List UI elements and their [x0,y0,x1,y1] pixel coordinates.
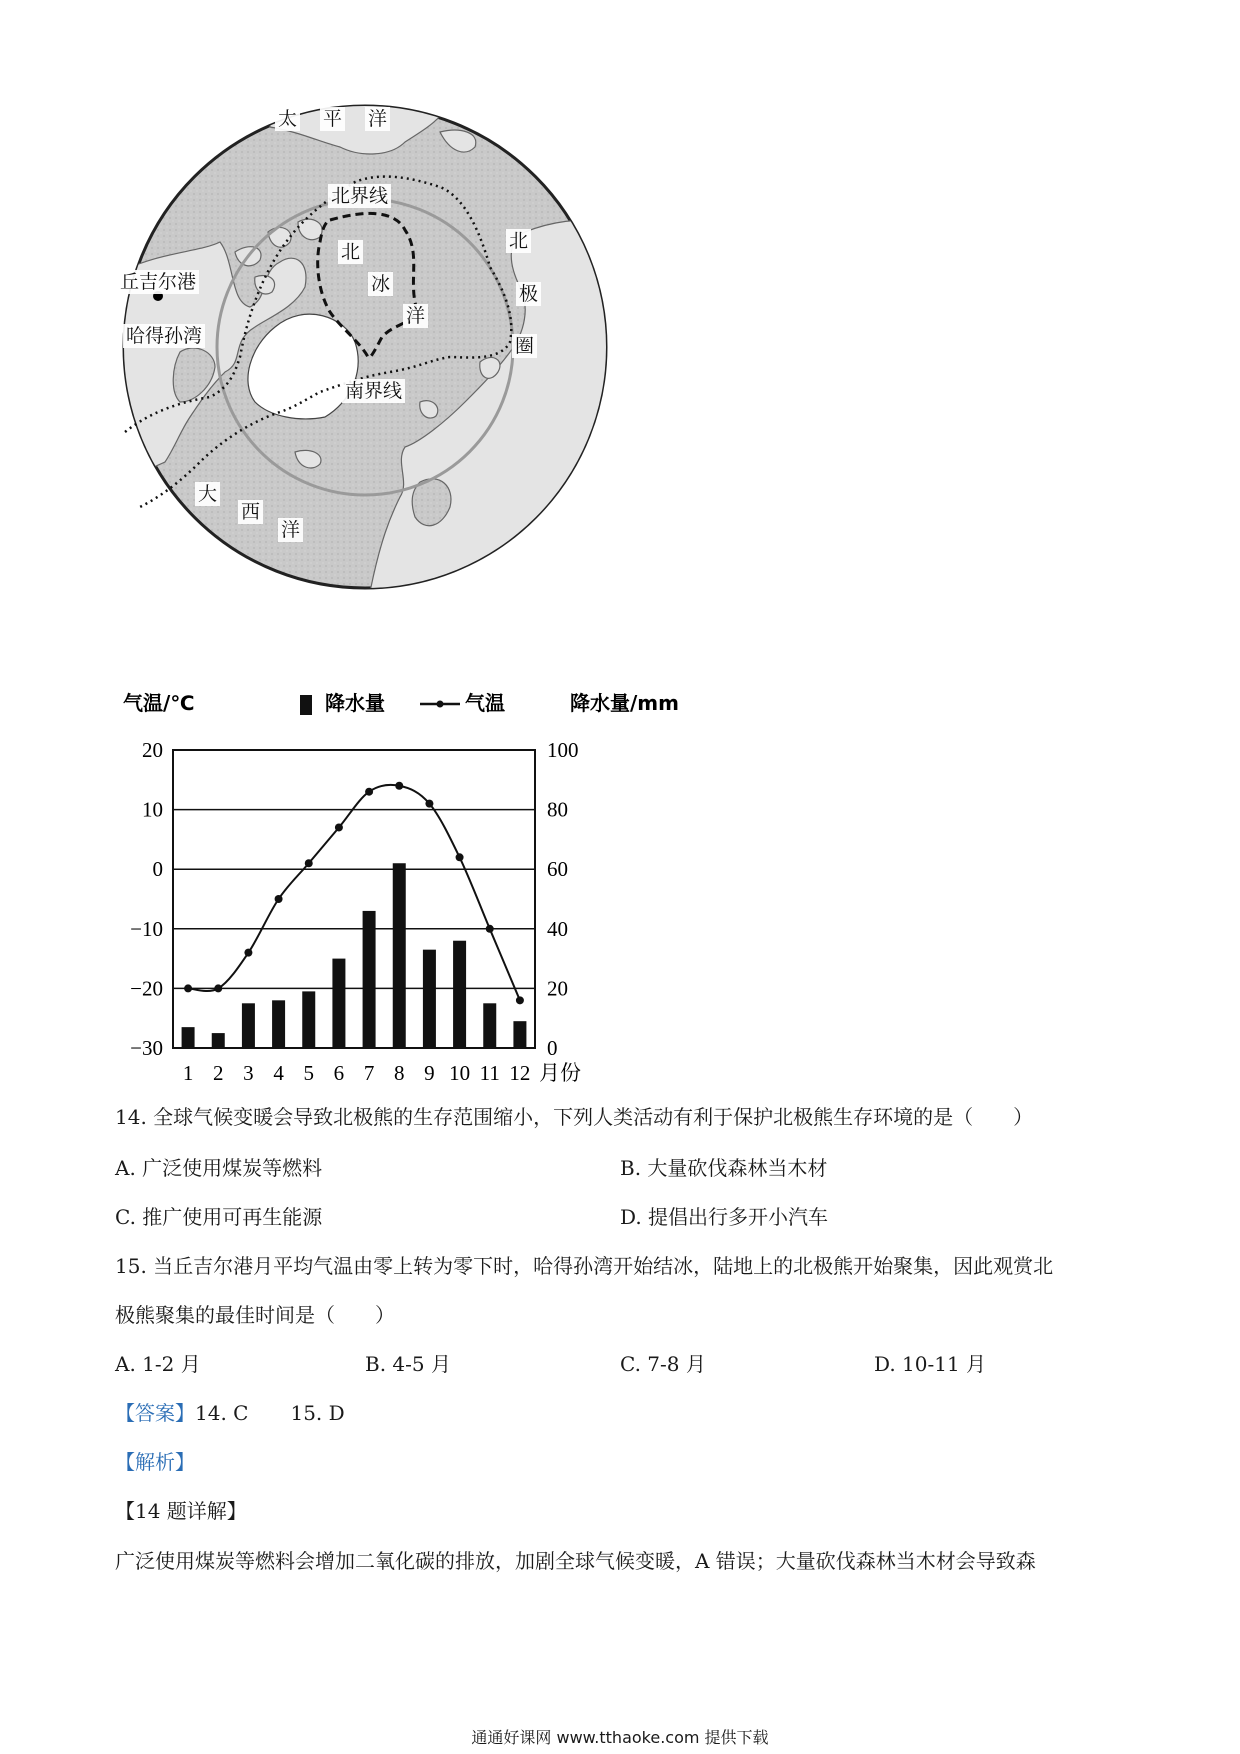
month-tick-label: 5 [303,1061,314,1085]
month-tick-label: 11 [479,1061,500,1085]
precipitation-bar [393,863,406,1048]
month-tick-label: 6 [333,1061,345,1085]
map-label-circle-1: 北 [506,229,531,253]
legend-line-label: 气温 [465,691,505,715]
plot-frame [173,750,535,1048]
analysis-detail-tag: 【14 题详解】 [115,1499,247,1523]
precipitation-bar [363,911,376,1048]
precipitation-bar [423,950,436,1048]
answer-line [115,1398,345,1428]
q15-stem-line1: 15. 当丘吉尔港月平均气温由零上转为零下时，哈得孙湾开始结冰，陆地上的北极熊开始聚集，因此观赏北 [115,1254,1054,1278]
precipitation-tick-label: 80 [547,797,568,822]
q14-option-c: C. 推广使用可再生能源 [115,1205,323,1229]
left-axis-title: 气温/℃ [123,691,195,715]
map-label-arctic-1: 北 [338,240,363,264]
q14-option-a: A. 广泛使用煤炭等燃料 [115,1156,323,1180]
legend-line-marker [437,701,444,708]
temperature-point [486,925,494,933]
temperature-point [365,788,373,796]
right-axis-title: 降水量/mm [570,691,679,715]
q14-option-b: B. 大量砍伐森林当木材 [620,1156,828,1180]
map-label-pacific-2: 平 [320,107,345,131]
temperature-tick-label: −10 [130,916,163,941]
temperature-point [244,949,252,957]
month-tick-label: 7 [363,1061,375,1085]
precipitation-tick-label: 20 [547,976,568,1001]
temperature-tick-label: 20 [142,738,163,762]
q14-option-d: D. 提倡出行多开小汽车 [620,1205,829,1229]
x-axis-unit: 月份 [539,1061,581,1085]
map-label-atlantic-1: 大 [195,482,220,506]
q14-stem: 14. 全球气候变暖会导致北极熊的生存范围缩小，下列人类活动有利于保护北极熊生存环境的是（ ） [115,1105,1034,1129]
temperature-point [395,782,403,790]
temperature-tick-label: 10 [142,797,163,822]
month-tick-label: 1 [182,1061,194,1085]
map-label-pacific-3: 洋 [365,107,390,131]
precipitation-tick-label: 0 [547,1036,558,1060]
map-label-atlantic-3: 洋 [278,518,303,542]
precipitation-tick-label: 40 [547,916,568,941]
precipitation-bar [302,991,315,1048]
temperature-point [425,800,433,808]
map-label-arctic-3: 洋 [403,304,428,328]
map-label-circle-2: 极 [516,282,541,306]
legend-bar-swatch [300,695,312,715]
month-tick-label: 12 [509,1061,531,1085]
precipitation-tick-label: 100 [547,738,579,762]
precipitation-bar [272,1000,285,1048]
precipitation-bar [182,1027,195,1048]
analysis-text: 广泛使用煤炭等燃料会增加二氧化碳的排放，加剧全球气候变暖，A 错误；大量砍伐森林当木材会导致森 [115,1549,1036,1573]
q15-option-c: C. 7-8 月 [620,1352,706,1376]
precipitation-bar [453,941,466,1048]
climate-chart-svg [115,690,695,1100]
map-label-north-boundary: 北界线 [328,184,391,208]
map-label-pacific-1: 太 [275,107,300,131]
q15-option-a: A. 1-2 月 [115,1352,201,1376]
arctic-map [120,102,610,592]
q15-option-b: B. 4-5 月 [365,1352,451,1376]
temperature-point [184,984,192,992]
precipitation-bar [332,959,345,1048]
page-footer: 通通好课网 www.tthaoke.com 提供下载 [471,1728,769,1747]
map-label-arctic-2: 冰 [368,272,393,296]
answer-tag: 【答案】 [115,1401,195,1425]
temperature-point [305,859,313,867]
temperature-tick-label: 0 [152,857,163,882]
precipitation-bar [483,1003,496,1048]
precipitation-bar [242,1003,255,1048]
chart-body [130,738,581,1085]
temperature-line [188,785,520,1000]
temperature-point [456,853,464,861]
month-tick-label: 2 [213,1061,224,1085]
temperature-point [335,823,343,831]
map-label-south-boundary: 南界线 [342,379,405,403]
map-label-churchill: 丘吉尔港 [117,270,199,294]
temperature-tick-label: −20 [130,976,163,1001]
precipitation-bar [212,1033,225,1048]
legend-bar-label: 降水量 [325,691,385,715]
q15-option-d: D. 10-11 月 [874,1352,987,1376]
temperature-point [516,996,524,1004]
analysis-tag: 【解析】 [115,1450,195,1474]
map-label-atlantic-2: 西 [238,500,263,524]
answer-q15: 15. D [290,1401,345,1425]
month-tick-label: 4 [273,1061,284,1085]
temperature-tick-label: −30 [130,1036,163,1060]
q15-stem-line2: 极熊聚集的最佳时间是（ ） [115,1303,395,1327]
month-tick-label: 8 [394,1061,405,1085]
climate-chart [115,690,695,1100]
answer-q14: 14. C [195,1401,249,1425]
precipitation-tick-label: 60 [547,857,568,882]
month-tick-label: 10 [449,1061,471,1085]
temperature-point [275,895,283,903]
map-label-circle-3: 圈 [512,334,537,358]
month-tick-label: 3 [243,1061,254,1085]
map-label-hudson-bay: 哈得孙湾 [123,324,205,348]
month-tick-label: 9 [424,1061,435,1085]
precipitation-bar [513,1021,526,1048]
temperature-point [214,984,222,992]
